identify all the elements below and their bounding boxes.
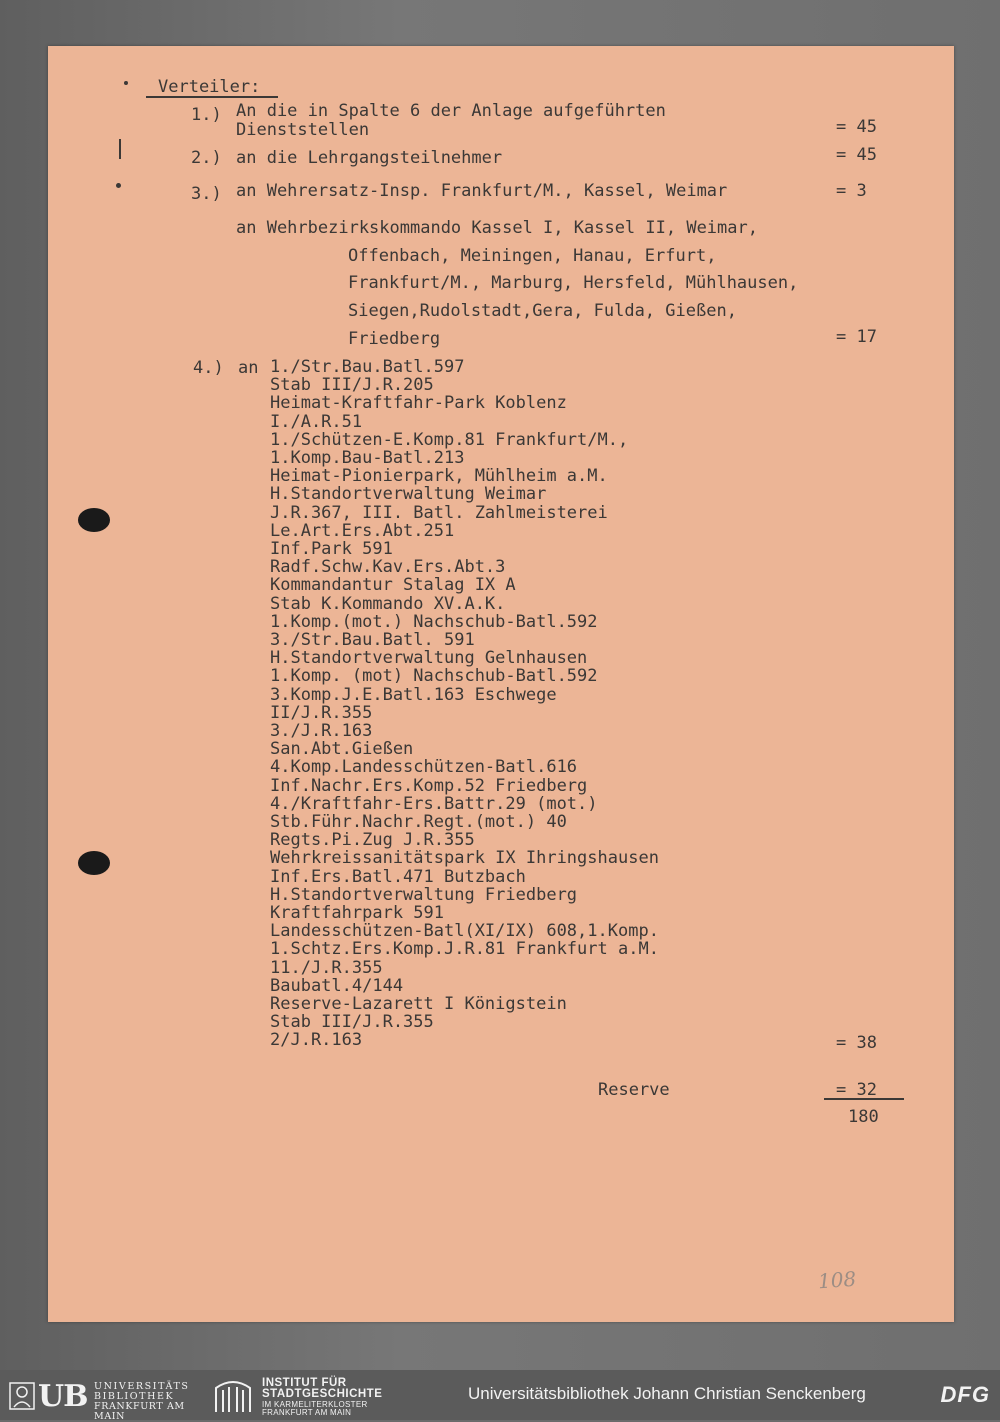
- unit-line: Stab III/J.R.355: [270, 1012, 434, 1032]
- building-columns-icon: [212, 1378, 254, 1414]
- unit-line: 1./Str.Bau.Batl.597: [270, 357, 465, 377]
- document-page: [48, 46, 954, 1322]
- wbk-count: = 17: [836, 327, 877, 347]
- unit-line: Inf.Nachr.Ers.Komp.52 Friedberg: [270, 776, 588, 796]
- margin-dot: [116, 183, 121, 188]
- unit-line: H.Standortverwaltung Gelnhausen: [270, 648, 588, 668]
- item-4-unit-list: [270, 358, 790, 1058]
- margin-mark: [119, 139, 121, 159]
- unit-line: Heimat-Pionierpark, Mühlheim a.M.: [270, 466, 608, 486]
- item-4-prefix: an: [238, 358, 259, 378]
- item-3-line-1: an Wehrersatz-Insp. Frankfurt/M., Kassel, Weimar: [236, 181, 728, 201]
- unit-line: 3./Str.Bau.Batl. 591: [270, 630, 475, 650]
- unit-line: Heimat-Kraftfahr-Park Koblenz: [270, 393, 567, 413]
- unit-line: 3.Komp.J.E.Batl.163 Eschwege: [270, 685, 557, 705]
- wbk-line-4: Siegen,Rudolstadt,Gera, Fulda, Gießen,: [348, 301, 737, 321]
- unit-line: I./A.R.51: [270, 412, 363, 432]
- item-1-line-1: An die in Spalte 6 der Anlage aufgeführten: [236, 101, 666, 121]
- unit-line: 1.Komp. (mot) Nachschub-Batl.592: [270, 666, 598, 686]
- unit-line: J.R.367, III. Batl. Zahlmeisterei: [270, 503, 608, 523]
- unit-line: Le.Art.Ers.Abt.251: [270, 521, 455, 541]
- unit-line: Stab III/J.R.205: [270, 375, 434, 395]
- wbk-line-3: Frankfurt/M., Marburg, Hersfeld, Mühlhausen,: [348, 273, 799, 293]
- wbk-line-1: an Wehrbezirkskommando Kassel I, Kassel II, Weimar,: [236, 218, 758, 238]
- reserve-label: Reserve: [598, 1080, 670, 1100]
- item-2-line-1: an die Lehrgangsteilnehmer: [236, 148, 503, 168]
- unit-line: Kommandantur Stalag IX A: [270, 575, 516, 595]
- item-2-count: = 45: [836, 145, 877, 165]
- heading-underline: [146, 96, 278, 98]
- wbk-line-5: Friedberg: [348, 329, 441, 349]
- item-2-number: 2.): [191, 148, 222, 168]
- unit-line: Stb.Führ.Nachr.Regt.(mot.) 40: [270, 812, 567, 832]
- isg-logo-subtitle: IM KARMELITERKLOSTER FRANKFURT AM MAIN: [262, 1400, 368, 1417]
- item-3-count: = 3: [836, 181, 867, 201]
- unit-line: Wehrkreissanitätspark IX Ihringshausen: [270, 848, 659, 868]
- unit-line: Baubatl.4/144: [270, 976, 404, 996]
- unit-line: 1.Komp.Bau-Batl.213: [270, 448, 465, 468]
- unit-line: 1./Schützen-E.Komp.81 Frankfurt/M.,: [270, 430, 629, 450]
- unit-line: 1.Schtz.Ers.Komp.J.R.81 Frankfurt a.M.: [270, 939, 659, 959]
- unit-line: 2/J.R.163: [270, 1030, 363, 1050]
- item-3-number: 3.): [191, 184, 222, 204]
- reserve-count: = 32: [836, 1080, 877, 1100]
- unit-line: Radf.Schw.Kav.Ers.Abt.3: [270, 557, 506, 577]
- unit-line: Regts.Pi.Zug J.R.355: [270, 830, 475, 850]
- punch-hole-bottom: [78, 851, 110, 875]
- unit-line: 4./Kraftfahr-Ers.Battr.29 (mot.): [270, 794, 598, 814]
- unit-line: 4.Komp.Landesschützen-Batl.616: [270, 757, 578, 777]
- unit-line: Landesschützen-Batl(XI/IX) 608,1.Komp.: [270, 921, 659, 941]
- item-4-number: 4.): [193, 358, 224, 378]
- unit-line: Reserve-Lazarett I Königstein: [270, 994, 567, 1014]
- unit-line: II/J.R.355: [270, 703, 373, 723]
- unit-line: H.Standortverwaltung Weimar: [270, 484, 547, 504]
- ub-logo-mark: UB: [38, 1379, 88, 1414]
- sum-line: [824, 1098, 904, 1100]
- isg-logo-title: INSTITUT FÜR STADTGESCHICHTE: [262, 1377, 383, 1400]
- unit-line: 3./J.R.163: [270, 721, 373, 741]
- unit-line: 11./J.R.355: [270, 958, 383, 978]
- dfg-logo[interactable]: DFG: [940, 1382, 990, 1407]
- item-1-line-2: Dienststellen: [236, 120, 370, 140]
- unit-line: San.Abt.Gießen: [270, 739, 414, 759]
- ub-logo-text: UNIVERSITÄTS BIBLIOTHEK FRANKFURT AM MAIN: [94, 1381, 190, 1422]
- margin-dot: [124, 81, 128, 85]
- unit-line: Kraftfahrpark 591: [270, 903, 444, 923]
- library-name[interactable]: Universitätsbibliothek Johann Christian Senckenberg: [468, 1384, 866, 1403]
- item-4-count: = 38: [836, 1033, 877, 1053]
- pencil-page-number: 108: [817, 1266, 857, 1294]
- wbk-line-2: Offenbach, Meiningen, Hanau, Erfurt,: [348, 246, 717, 266]
- isg-logo[interactable]: [212, 1377, 402, 1417]
- ub-logo[interactable]: [8, 1379, 198, 1422]
- footer-bar: [0, 1370, 1000, 1420]
- item-1-number: 1.): [191, 105, 222, 125]
- unit-line: Inf.Park 591: [270, 539, 393, 559]
- unit-line: Inf.Ers.Batl.471 Butzbach: [270, 867, 526, 887]
- distribution-heading: Verteiler:: [158, 77, 261, 97]
- punch-hole-top: [78, 508, 110, 532]
- total-count: 180: [848, 1107, 879, 1127]
- unit-line: H.Standortverwaltung Friedberg: [270, 885, 578, 905]
- unit-line: 1.Komp.(mot.) Nachschub-Batl.592: [270, 612, 598, 632]
- unit-line: Stab K.Kommando XV.A.K.: [270, 594, 506, 614]
- item-1-count: = 45: [836, 117, 877, 137]
- bookworm-icon: [8, 1379, 36, 1411]
